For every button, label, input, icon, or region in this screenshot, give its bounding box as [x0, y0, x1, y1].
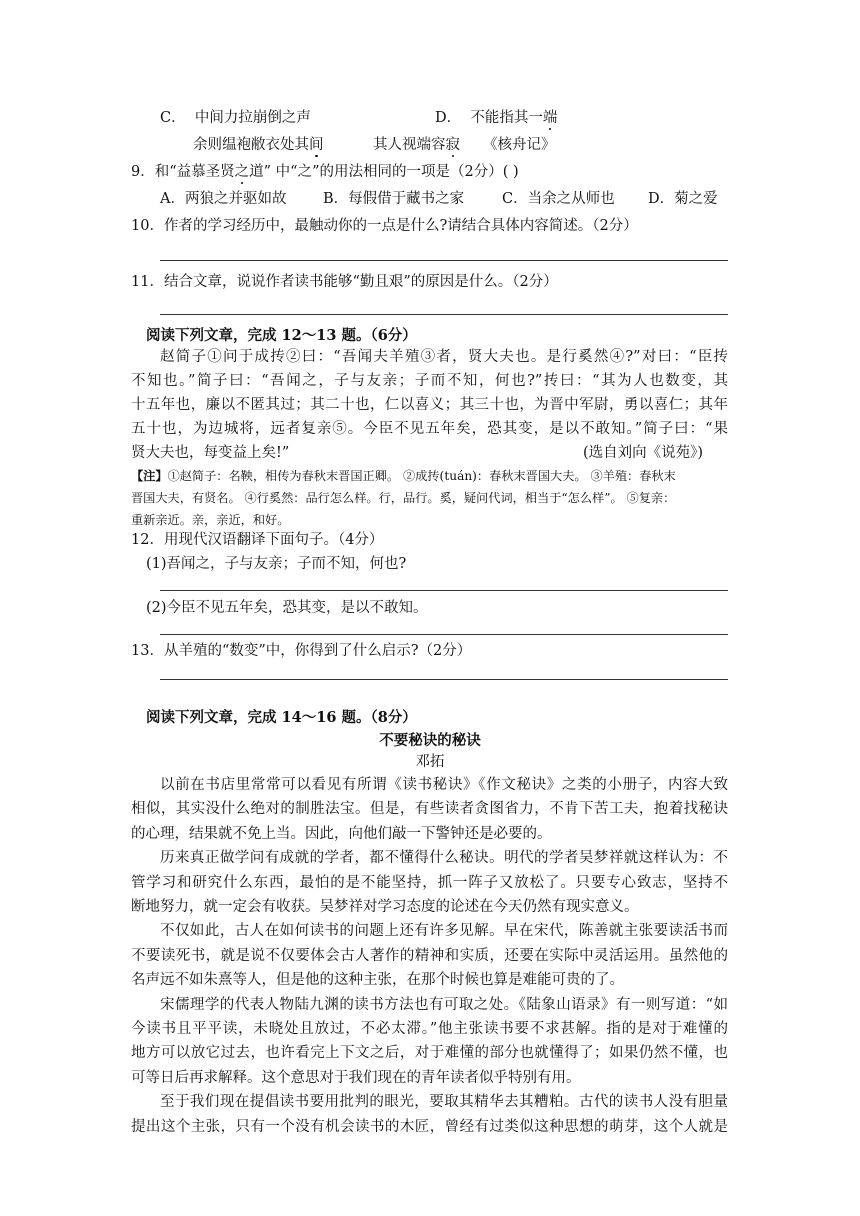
q9-stem: [131, 162, 519, 182]
q8-d-source: 《核舟记》: [483, 137, 556, 153]
q11-stem: 11．结合文章，说说作者读书能够“勤且艰”的原因是什么。（2分）: [131, 274, 558, 290]
section2-passage-line-4: 五十也，为边城将，远者复亲⑤。今臣不见五年矣，恐其变，是以不敢知。”简子曰：“果: [131, 421, 728, 437]
article-line: 提出这个主张，只有一个没有机会读书的木匠，曾经有过类似这种思想的萌芽，这个人就是: [131, 1118, 728, 1135]
article-line: 相似，其实没什么绝对的制胜法宝。但是，有些读者贪图省力，不肯下苦工夫，抱着找秘诀: [131, 801, 728, 818]
q8-c-label: C．: [160, 110, 186, 126]
q8-c-dotted-char: 间: [309, 137, 324, 153]
q12-stem: 12．用现代汉语翻译下面句子。（4分）: [131, 532, 384, 548]
q10-answer-line[interactable]: [160, 260, 728, 261]
section2-source: (选自刘向《说苑》): [583, 445, 704, 461]
article-line: 至于我们现在提倡读书要用批判的眼光，要取其精华去其糟粕。古代的读书人没有胆量: [160, 1094, 728, 1111]
q9-option-d: D．菊之爱: [648, 191, 718, 207]
q9-stem-post: 道” 中“之”的用法相同的一项是（2分）( ): [249, 164, 519, 180]
section2-passage-line-1: [160, 347, 728, 367]
q9-option-b: B．每假借于藏书之家: [323, 191, 465, 207]
article-line: 宋儒理学的代表人物陆九渊的读书方法也有可取之处。《陆象山语录》有一则写道：“如: [160, 996, 728, 1013]
article-line: 地方可以放它过去，也许看完上下文之后，对于难懂的部分也就懂得了；如果仍然不懂，也: [131, 1045, 728, 1062]
article-line: 历来真正做学问有成就的学者，都不懂得什么秘诀。明代的学者吴梦祥就这样认为：不: [160, 850, 728, 867]
q8-c-example: [193, 135, 324, 155]
article-line: 断地努力，就一定会有收获。吴梦祥对学习态度的论述在今天仍然有现实意义。: [131, 899, 639, 915]
q13-stem: 13．从羊殖的“数变”中，你得到了什么启示?（2分）: [131, 643, 472, 659]
section2-passage-line-5: 贤大夫也，每变益上矣!”: [131, 445, 290, 461]
section2-passage-line-3: 十五年也，廉以不匿其过；其二十也，仁以喜义；其三十也，为晋中军尉，勇以喜仁；其年: [131, 397, 728, 413]
q12-sentence-2: (2)今臣不见五年矣，恐其变，是以不敢知。: [146, 600, 428, 616]
article-line: 可等日后再求解释。这个意思对于我们现在的青年读者似乎特别有用。: [131, 1069, 581, 1086]
q11-answer-line[interactable]: [160, 314, 728, 315]
article-line: 今读书且平平读，未晓处且放过，不必太滞。”他主张读书要不求甚解。指的是对于难懂的: [131, 1021, 728, 1037]
q8-d-example-dotted-char: 寂: [445, 137, 460, 153]
section2-note-line-2: 晋国大夫，有贤名。 ④行奚然：品行怎么样。行，品行。奚，疑问代词，相当于“怎么样”。 ⑤复亲：: [131, 491, 676, 505]
q9-option-c: C．当余之从师也: [502, 191, 615, 207]
q8-option-d: [435, 108, 557, 128]
q8-c-text: 中间力拉崩倒之声: [194, 110, 311, 126]
article-author: 邓拓: [415, 754, 445, 770]
section3-heading: 阅读下列文章，完成 14～16 题。（8分）: [146, 709, 417, 726]
q8-option-c: [160, 108, 311, 128]
q9-stem-pre: 9．和“益慕圣贤: [131, 164, 235, 180]
q8-d-label: D．: [435, 110, 462, 126]
section2-note-line-3: 重新亲近。亲，亲近，和好。: [131, 513, 290, 527]
q8-d-example: [373, 135, 460, 155]
q8-d-example-text: 其人视端容: [373, 137, 446, 153]
section2-note-line-1: [131, 466, 676, 486]
passage-text: 赵简子①问于成抟②曰：“吾闻夫羊殖③者，贤大夫也。是行奚然④?”对曰：“臣抟: [160, 349, 728, 365]
q8-d-dotted-char: 端: [542, 110, 558, 126]
q10-stem: 10．作者的学习经历中，最触动你的一点是什么?请结合具体内容简述。（2分）: [131, 218, 638, 234]
article-line: 的心理，结果就不免上当。因此，向他们敲一下警钟还是必要的。: [131, 825, 552, 842]
q9-option-a: A．两狼之并驱如故: [160, 191, 287, 207]
section2-heading: 阅读下列文章，完成 12～13 题。（6分）: [146, 327, 417, 344]
q8-c-example-text: 余则缊袍敝衣处其: [193, 137, 309, 153]
q12-1-answer-line[interactable]: [160, 590, 728, 591]
article-line: 名声远不如朱熹等人，但是他的这种主张，在那个时候也算是难能可贵的了。: [131, 972, 624, 989]
q13-answer-line[interactable]: [160, 679, 728, 680]
article-line: 不仅如此，古人在如何读书的问题上还有许多见解。早在宋代，陈善就主张要读活书而: [160, 923, 728, 940]
section2-passage-line-2: 不知也。”简子曰：“吾闻之，子与友亲；子而不知，何也?”抟曰：“其为人也数变，其: [131, 373, 728, 389]
article-line: 不要读死书，就是说不仅要体会古人著作的精神和实质，还要在实际中灵活运用。虽然他的: [131, 947, 728, 964]
note-label: 【注】: [131, 469, 168, 483]
article-title: 不要秘诀的秘诀: [379, 732, 481, 749]
article-line: 以前在书店里常常可以看见有所谓《读书秘诀》《作文秘诀》之类的小册子，内容大致: [160, 777, 728, 793]
q9-dotted-char: 之: [234, 164, 250, 180]
q12-2-answer-line[interactable]: [160, 634, 728, 635]
q8-d-text: 不能指其一: [470, 110, 543, 126]
note-text: ①赵简子：名鞅，相传为春秋末晋国正卿。 ②成抟(tuán)：春秋末晋国大夫。 ③羊殖：春秋末: [167, 469, 676, 483]
article-line: 管学习和研究什么东西，最怕的是不能坚持，抓一阵子又放松了。只要专心致志，坚持不: [131, 874, 728, 891]
q12-sentence-1: (1)吾闻之，子与友亲；子而不知，何也?: [146, 556, 407, 572]
